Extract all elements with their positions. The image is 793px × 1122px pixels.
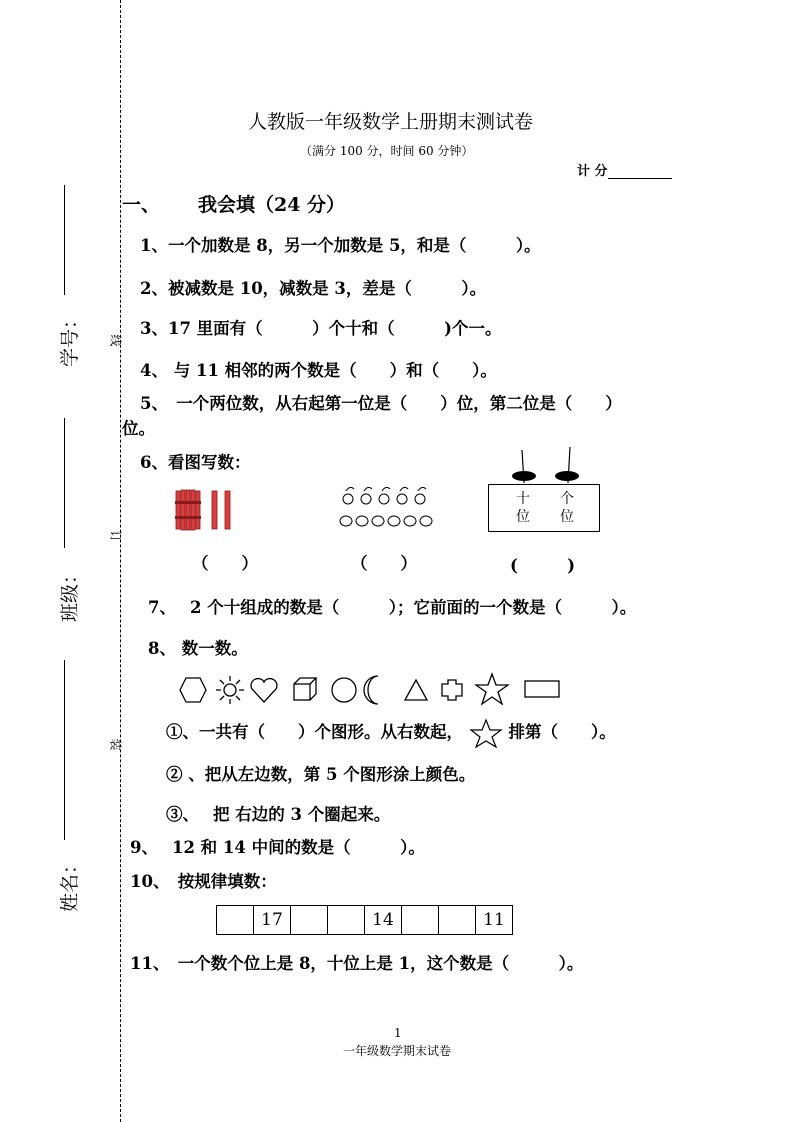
- star-icon: [469, 718, 503, 748]
- section-title: 我会填（24 分）: [198, 194, 346, 216]
- q8-shapes-row: [172, 672, 567, 708]
- binding-dashed-line: [120, 0, 121, 1122]
- circle-icon: [332, 678, 356, 702]
- question-8-1-text-b: 排第（ ）。: [508, 722, 616, 742]
- question-10: 10、 按规律填数：: [130, 872, 277, 891]
- abacus-tens-label-2: 位: [516, 509, 530, 525]
- abacus-frame: [488, 484, 600, 532]
- sequence-cell[interactable]: [402, 906, 439, 935]
- question-2: 2、被减数是 10，减数是 3，差是（ ）。: [140, 279, 487, 298]
- triangle-icon: [405, 680, 427, 700]
- question-7: 7、 2 个十组成的数是（ ）；它前面的一个数是（ ）。: [148, 598, 637, 617]
- rectangle-icon: [525, 681, 559, 697]
- question-8-2: ② 、把从左边数，第 5 个图形涂上颜色。: [166, 765, 476, 784]
- sequence-table: [216, 905, 513, 935]
- question-5: 5、 一个两位数，从右起第一位是（ ）位，第二位是（ ）: [140, 394, 622, 413]
- sequence-cell: 17: [254, 906, 291, 935]
- cut-mark-line: 线: [108, 334, 123, 347]
- counting-circles-picture: [338, 485, 438, 531]
- question-8: 8、 数一数。: [148, 639, 248, 658]
- section-number: 一、: [122, 194, 161, 216]
- score-field: [577, 160, 672, 179]
- student-no-underline: [64, 185, 65, 295]
- abacus-beads: [500, 445, 590, 485]
- page-subtitle: （满分 100 分，时间 60 分钟）: [300, 144, 474, 158]
- sequence-cell[interactable]: [439, 906, 476, 935]
- sequence-cell[interactable]: [217, 906, 254, 935]
- cube-icon: [294, 678, 316, 700]
- class-label: 班级：: [59, 564, 82, 623]
- cross-icon: [442, 680, 462, 700]
- sequence-cell: 14: [365, 906, 402, 935]
- crescent-icon: [364, 676, 378, 704]
- score-blank[interactable]: [608, 164, 672, 179]
- sun-icon: [216, 676, 244, 704]
- q6-answer-blank-2[interactable]: （ ）: [351, 554, 417, 573]
- q6-answer-blank-3[interactable]: ( ): [510, 556, 576, 575]
- question-6: 6、看图写数：: [140, 453, 251, 472]
- question-5-continued: 位。: [122, 419, 155, 438]
- sequence-cell[interactable]: [328, 906, 365, 935]
- stick-bundle-picture: [172, 488, 242, 534]
- question-11: 11、 一个数个位上是 8，十位上是 1，这个数是（ ）。: [130, 954, 584, 973]
- abacus-ones-label-1: 个: [560, 491, 574, 507]
- question-8-3: ③、 把 右边的 3 个圈起来。: [166, 805, 391, 824]
- page-number: 1: [394, 1026, 402, 1040]
- sequence-cell: 11: [476, 906, 513, 935]
- question-1: 1、一个加数是 8，另一个加数是 5，和是（ ）。: [140, 236, 541, 255]
- cut-mark-order: 订: [108, 530, 123, 543]
- page-title: 人教版一年级数学上册期末测试卷: [248, 111, 534, 133]
- q6-answer-blank-1[interactable]: （ ）: [192, 554, 258, 573]
- sequence-cell[interactable]: [291, 906, 328, 935]
- question-4: 4、 与 11 相邻的两个数是（ ）和（ ）。: [140, 361, 497, 380]
- name-label: 姓名：: [59, 854, 82, 913]
- class-underline: [64, 418, 65, 548]
- student-no-label: 学号：: [59, 309, 82, 368]
- heart-icon: [251, 679, 277, 702]
- question-8-1-text-a: ①、一共有（ ）个图形。从右数起，: [166, 722, 463, 742]
- star-icon: [476, 674, 508, 704]
- footer-text: 一年级数学期末试卷: [343, 1044, 452, 1058]
- abacus-tens-label-1: 十: [516, 491, 530, 507]
- hexagon-icon: [180, 678, 206, 702]
- question-8-1: [166, 718, 616, 748]
- question-3: 3、17 里面有（ ）个十和（ )个一。: [140, 319, 502, 338]
- name-underline: [64, 660, 65, 840]
- question-9: 9、 12 和 14 中间的数是（ ）。: [130, 838, 425, 857]
- cut-mark-bind: 装: [108, 738, 123, 751]
- abacus-ones-label-2: 位: [560, 509, 574, 525]
- score-label: 计 分: [577, 164, 608, 179]
